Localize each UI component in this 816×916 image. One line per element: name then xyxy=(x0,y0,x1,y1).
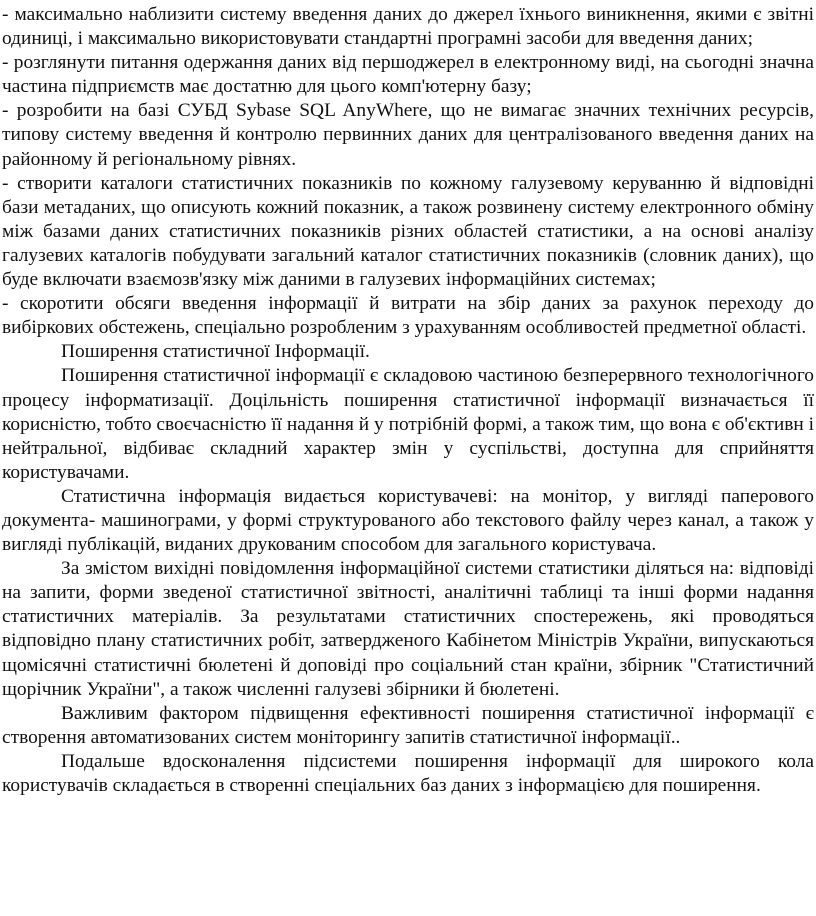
bullet-item-enter-data-at-source: - максимально наблизити систему введення даних до джерел їхнього виникнення, якими є звітні одиниці, і максимально використовувати стандартні програмні засоби для введення даних; xyxy=(2,4,814,50)
paragraph-delivery-forms: Статистична інформація видається користувачеві: на монітор, у вигляді паперового документа- машинограми, у формі структурованого або текстового файлу через канал, а також у вигляді публікацій, виданих друкованим способом для загального користувача. xyxy=(2,485,814,556)
bullet-item-sybase-input-system: - розробити на базі СУБД Sybase SQL AnyWhere, що не вимагає значних технічних ресурсів, типову систему введення й контролю первинних даних для централізованого введення даних на районному й регіональному рівнях. xyxy=(2,100,814,170)
paragraph-dissemination-purpose: Поширення статистичної інформації є складовою частиною безперервного технологічного процесу інформатизації. Доцільність поширення статистичної інформації визначається її корисністю, тобто своєчасністю її надання й у потрібній формі, а також тим, що вона є об'єктивн і нейтральної, відбиває складний характер змін у суспільстві, доступна для сприйняття користувачами. xyxy=(2,365,814,483)
paragraph-special-databases: Подальше вдосконалення підсистеми поширення інформації для широкого кола користувачів складається в створенні спеціальних баз даних з інформацією для поширення. xyxy=(2,750,814,796)
bullet-item-indicator-catalogs: - створити каталоги статистичних показників по кожному галузевому керуванню й відповідні бази метаданих, що описують кожний показник, а також розвинену систему електронного обміну між базами даних статистичних показників різних областей статистики, а на основі аналізу галузевих каталогів побудувати загальний каталог статистичних показників (словник даних), що буде включати взаємозв'язку між даними в галузевих інформаційних системах; xyxy=(2,172,814,291)
paragraph-monitoring-systems: Важливим фактором підвищення ефективності поширення статистичної інформації є створення автоматизованих систем моніторингу запитів статистичної інформації.. xyxy=(2,702,814,748)
bullet-item-electronic-primary-data: - розглянути питання одержання даних від першоджерел в електронному виді, на сьогодні значна частина підприємств має достатню для цього комп'ютерну базу; xyxy=(2,52,814,98)
paragraph-output-content: За змістом вихідні повідомлення інформаційної системи статистики діляться на: відповіді на запити, форми зведеної статистичної звітності, аналітичні таблиці та інші форми надання статистичних матеріалів. За результатами статистичних спостережень, які проводяться відповідно плану статистичних робіт, затвердженого Кабінетом Міністрів України, випускаються щомісячні статистичні бюлетені й доповіді про соціальний стан країни, збірник "Статистичний щорічник України", а також численні галузеві збірники й бюлетені. xyxy=(2,558,814,700)
bullet-item-sample-surveys: - скоротити обсяги введення інформації й витрати на збір даних за рахунок переходу до вибіркових обстежень, спеціально розробленим з урахуванням особливостей предметної області. xyxy=(2,293,814,339)
section-heading: Поширення статистичної Інформації. xyxy=(61,341,370,363)
